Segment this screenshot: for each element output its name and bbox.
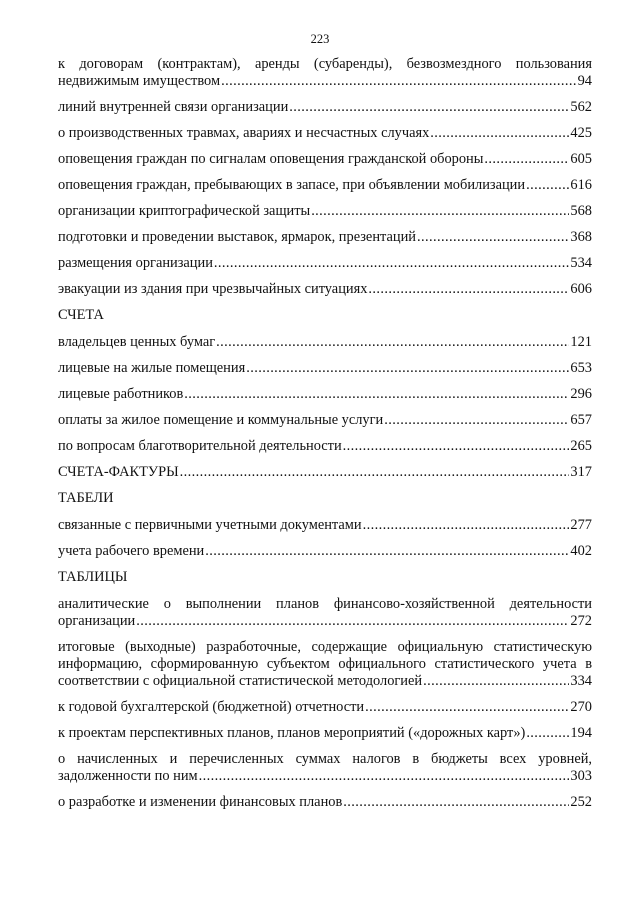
page-number: 223 [310, 32, 330, 46]
index-entry-multiline [58, 596, 592, 630]
dot-leader [526, 725, 569, 742]
dot-leader [216, 334, 569, 351]
index-entry-page: 334 [570, 673, 592, 689]
index-entry-page: 562 [570, 99, 592, 115]
index-entry [58, 725, 592, 742]
dot-leader [384, 412, 569, 429]
dot-leader [365, 699, 569, 716]
index-entry-label: оповещения граждан по сигналам оповещения гражданской обороны [58, 151, 484, 167]
dot-leader [343, 794, 569, 811]
index-entry [58, 177, 592, 194]
index-entry-label: лицевые на жилые помещения [58, 360, 246, 376]
dot-leader [289, 99, 569, 116]
index-entry-label: учета рабочего времени [58, 543, 205, 559]
index-entry-line: итоговые (выходные) разработочные, содержащие официальную статистическую [58, 639, 592, 655]
index-entry-label: связанные с первичными учетными документами [58, 517, 362, 533]
index-entry [58, 543, 592, 560]
index-entry-page: 606 [570, 281, 592, 297]
dot-leader [343, 438, 570, 455]
dot-leader [423, 673, 569, 690]
index-section-heading: СЧЕТА [58, 307, 104, 323]
index-entry-line: о начисленных и перечисленных суммах налогов в бюджеты всех уровней, [58, 751, 592, 767]
index-entry-label: размещения организации [58, 255, 213, 271]
index-entry [58, 517, 592, 534]
index-entry [58, 151, 592, 168]
index-entry-label: к годовой бухгалтерской (бюджетной) отчетности [58, 699, 365, 715]
dot-leader [221, 73, 577, 90]
index-entry-page: 402 [570, 543, 592, 559]
index-entry-label: подготовки и проведении выставок, ярмарок, презентаций [58, 229, 416, 245]
index-entry-page: 317 [570, 464, 592, 480]
index-entry [58, 412, 592, 429]
index-entry-label: организации [58, 613, 136, 629]
index-entry-label: оповещения граждан, пребывающих в запасе, при объявлении мобилизации [58, 177, 526, 193]
index-entry-label: лицевые работников [58, 386, 184, 402]
index-entry-page: 94 [577, 73, 592, 89]
index-entry-label: соответствии с официальной статистической методологией [58, 673, 423, 689]
index-entry-page: 534 [570, 255, 592, 271]
index-entry-label: о производственных травмах, авариях и несчастных случаях [58, 125, 430, 141]
index-entry-page: 605 [570, 151, 592, 167]
index-entry-page: 277 [570, 517, 592, 533]
subject-index [58, 56, 592, 820]
index-entry-label: линий внутренней связи организации [58, 99, 289, 115]
dot-leader [417, 229, 569, 246]
index-entry-page: 568 [570, 203, 592, 219]
index-entry-last-line [58, 73, 592, 90]
index-entry-label: СЧЕТА-ФАКТУРЫ [58, 464, 179, 480]
index-entry-page: 252 [570, 794, 592, 810]
dot-leader [184, 386, 569, 403]
index-entry [58, 203, 592, 220]
index-entry [58, 255, 592, 272]
index-entry [58, 464, 592, 481]
index-entry-last-line [58, 768, 592, 785]
index-entry-page: 657 [570, 412, 592, 428]
index-entry [58, 281, 592, 298]
dot-leader [205, 543, 569, 560]
index-entry [58, 125, 592, 142]
index-entry-last-line [58, 613, 592, 630]
index-entry [58, 794, 592, 811]
dot-leader [246, 360, 569, 377]
index-entry-page: 616 [570, 177, 592, 193]
dot-leader [199, 768, 570, 785]
index-section-heading: ТАБЕЛИ [58, 490, 114, 506]
index-entry-line: информацию, сформированную субъектом официального статистического учета в [58, 656, 592, 672]
index-entry-page: 121 [570, 334, 592, 350]
index-entry-multiline [58, 56, 592, 90]
index-entry [58, 99, 592, 116]
dot-leader [214, 255, 570, 272]
dot-leader [136, 613, 569, 630]
index-entry-label: по вопросам благотворительной деятельности [58, 438, 342, 454]
dot-leader [368, 281, 569, 298]
index-entry-label: владельцев ценных бумаг [58, 334, 216, 350]
index-entry-label: оплаты за жилое помещение и коммунальные услуги [58, 412, 384, 428]
index-entry [58, 334, 592, 351]
index-entry-label: задолженности по ним [58, 768, 198, 784]
dot-leader [311, 203, 569, 220]
index-entry [58, 360, 592, 377]
index-entry-page: 265 [570, 438, 592, 454]
index-entry-page: 368 [570, 229, 592, 245]
index-section-heading: ТАБЛИЦЫ [58, 569, 128, 585]
index-entry-page: 272 [570, 613, 592, 629]
index-entry-page: 194 [570, 725, 592, 741]
dot-leader [180, 464, 570, 481]
index-entry-last-line [58, 673, 592, 690]
index-entry-page: 296 [570, 386, 592, 402]
index-entry-label: организации криптографической защиты [58, 203, 311, 219]
index-entry-label: к проектам перспективных планов, планов мероприятий («дорожных карт») [58, 725, 526, 741]
index-entry-page: 425 [570, 125, 592, 141]
index-entry-label: эвакуации из здания при чрезвычайных ситуациях [58, 281, 368, 297]
index-entry-label: о разработке и изменении финансовых планов [58, 794, 343, 810]
index-entry [58, 386, 592, 403]
index-entry [58, 438, 592, 455]
index-entry-page: 270 [570, 699, 592, 715]
index-entry-line: аналитические о выполнении планов финансово-хозяйственной деятельности [58, 596, 592, 612]
index-entry [58, 699, 592, 716]
index-entry-page: 653 [570, 360, 592, 376]
dot-leader [484, 151, 569, 168]
index-entry-multiline [58, 639, 592, 690]
index-entry-label: недвижимым имуществом [58, 73, 221, 89]
index-entry-line: к договорам (контрактам), аренды (субаренды), безвозмездного пользования [58, 56, 592, 72]
dot-leader [526, 177, 569, 194]
dot-leader [363, 517, 570, 534]
index-entry-page: 303 [570, 768, 592, 784]
dot-leader [430, 125, 569, 142]
index-entry-multiline [58, 751, 592, 785]
index-entry [58, 229, 592, 246]
